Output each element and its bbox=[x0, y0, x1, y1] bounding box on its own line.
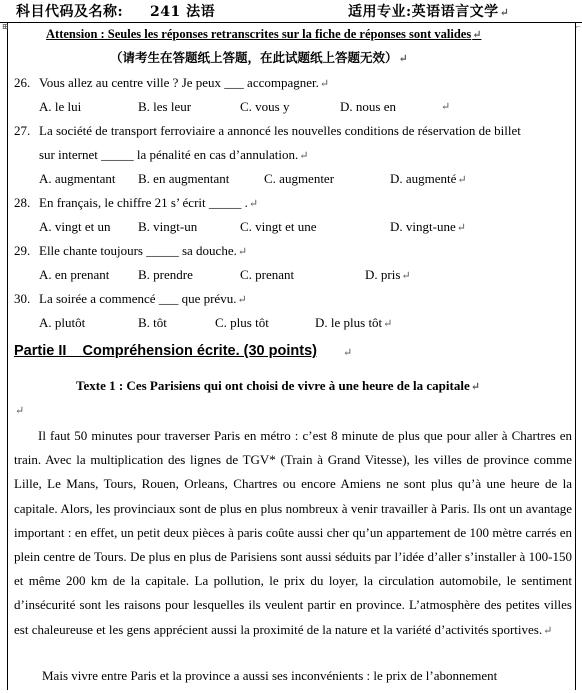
attention-note: Attension : Seules les réponses retranscrites sur la fiche de réponses sont valides↵ bbox=[46, 27, 482, 41]
major-label: 适用专业: bbox=[348, 4, 412, 20]
option-b: B. tôt bbox=[138, 315, 167, 330]
question-30: 30. La soirée a commencé ___ que prévu.↵ bbox=[14, 291, 247, 306]
option-d: D. nous en bbox=[340, 99, 396, 114]
option-c: C. vous y bbox=[240, 99, 290, 114]
question-text: La soirée a commencé ___ que prévu. bbox=[39, 291, 237, 306]
corner-mark-left: ⊞ bbox=[2, 22, 9, 31]
question-text: La société de transport ferroviaire a annoncé les nouvelles conditions de réservation de billet bbox=[39, 123, 521, 138]
major-value: 英语语言文学 bbox=[411, 4, 499, 20]
question-28: 28. En français, le chiffre 21 s’ écrit _____ .↵ bbox=[14, 195, 259, 210]
option-b: B. en augmentant bbox=[138, 171, 230, 186]
corner-mark-right: ⌐ bbox=[576, 22, 581, 31]
option-b: B. prendre bbox=[138, 267, 193, 282]
applicable-major: 适用专业:英语语言文学↵ bbox=[348, 4, 510, 20]
option-a: A. le lui bbox=[39, 99, 82, 114]
section-heading: Partie II Compréhension écrite. (30 points) bbox=[14, 343, 317, 359]
option-b: B. vingt-un bbox=[138, 219, 198, 234]
question-29: 29. Elle chante toujours _____ sa douche.↵ bbox=[14, 243, 248, 258]
option-a: A. plutôt bbox=[39, 315, 86, 330]
reading-paragraph-2: Mais vivre entre Paris et la province a aussi ses inconvénients : le prix de l’abonnement bbox=[42, 668, 498, 683]
exam-header bbox=[0, 0, 582, 23]
question-text: Elle chante toujours _____ sa douche. bbox=[39, 243, 237, 258]
question-27: 27. La société de transport ferroviaire a annoncé les nouvelles conditions de réservation de billet bbox=[14, 123, 521, 138]
question-text: Vous allez au centre ville ? Je peux ___ accompagner. bbox=[39, 75, 319, 90]
question-text: En français, le chiffre 21 s’ écrit _____ . bbox=[39, 195, 248, 210]
option-c: C. augmenter bbox=[264, 171, 335, 186]
question-27-continued: sur internet _____ la pénalité en cas d’annulation.↵ bbox=[39, 147, 309, 162]
paragraph-mark: ↵ bbox=[15, 405, 25, 417]
option-d: D. augmenté↵ bbox=[390, 171, 467, 186]
paragraph-mark: ↵ bbox=[343, 347, 353, 359]
chinese-instruction: （请考生在答题纸上答题，在此试题纸上答题无效）↵ bbox=[110, 50, 408, 65]
option-a: A. augmentant bbox=[39, 171, 116, 186]
option-d: D. le plus tôt↵ bbox=[315, 315, 393, 330]
subject-label: 科目代码及名称: bbox=[16, 4, 124, 20]
option-c: C. plus tôt bbox=[215, 315, 269, 330]
subject-code bbox=[16, 1, 215, 21]
option-d: D. pris↵ bbox=[365, 267, 411, 282]
text-title: Texte 1 : Ces Parisiens qui ont choisi de vivre à une heure de la capitale↵ bbox=[76, 378, 480, 393]
option-a: A. vingt et un bbox=[39, 219, 111, 234]
option-a: A. en prenant bbox=[39, 267, 110, 282]
subject-value: 241 法语 bbox=[150, 4, 216, 20]
option-d: D. vingt-une↵ bbox=[390, 219, 466, 234]
paragraph-mark: ↵ bbox=[441, 101, 451, 113]
reading-paragraph-1: Il faut 50 minutes pour traverser Paris en métro : c’est 8 minute de plus que pour aller à Chartres en train. Avec la multiplication des lignes de TGV* (Train à Grand Vitesse), les villes de province comme Lille, Le Mans, Tours, Rouen, Orleans, Chartres ou encore Amiens ne sont plus qu’à une heure de la capitale. Alors, les provinciaux sont de plus en plus nombreux à venir travailler à Paris. Ils ont un avantage important : en effet, un petit deux pièces à paris coûte aussi cher qu’un appartement de 100 mètre carrés en plein centre de Tours. De plus en plus de Parisiens sont aussi séduits par l’idée d’aller s’installer à 100-150 et même 200 km de la capitale. La pollution, le prix du loyer, la circulation automobile, le sentiment d’insécurité sont les raisons pour lesquelles ils veulent partir en province. L’atmosphère des petites villes est chaleureuse et les gens apprécient aussi la proximité de la nature et la variété d’activités sportives.↵ bbox=[14, 428, 572, 637]
question-26: 26. Vous allez au centre ville ? Je peux ___ accompagner.↵ bbox=[14, 75, 330, 90]
option-c: C. prenant bbox=[240, 267, 295, 282]
option-c: C. vingt et une bbox=[240, 219, 317, 234]
option-b: B. les leur bbox=[138, 99, 192, 114]
